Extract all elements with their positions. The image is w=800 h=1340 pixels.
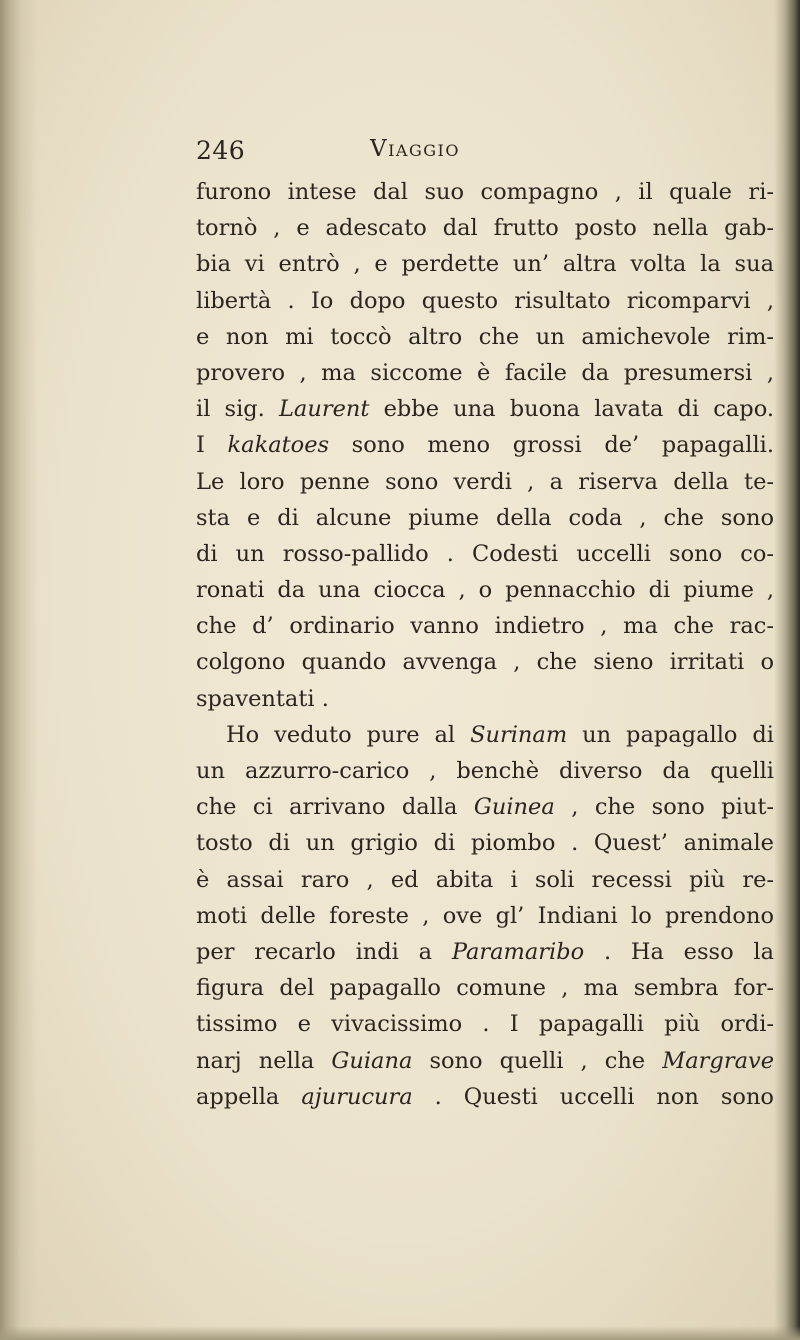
text-line: bia vi entrò , e perdette un’ altra volta la sua [196, 251, 774, 278]
body-text [196, 174, 774, 1115]
text-fragment: un papagallo di [567, 721, 774, 748]
text-fragment: sono meno grossi de’ papagalli. [329, 432, 774, 459]
text-line [196, 717, 774, 753]
text-fragment: . Questi uccelli non sono [412, 1083, 774, 1110]
italic-term: Paramaribo [451, 938, 585, 965]
text-line [196, 934, 774, 970]
text-line [196, 1043, 774, 1079]
text-fragment: I [196, 432, 228, 459]
text-line: figura del papagallo comune , ma sembra for- [196, 975, 774, 1002]
page-bottom-shadow [0, 1326, 800, 1340]
text-line: furono intese dal suo compagno , il quale ri- [196, 179, 774, 205]
text-fragment: sono quelli , che [412, 1047, 663, 1074]
text-line [196, 391, 774, 427]
page-edge-shadow [774, 0, 800, 1340]
text-fragment: che ci arrivano dalla [196, 794, 474, 821]
text-line: tissimo e vivacissimo . I papagalli più ordi- [196, 1011, 774, 1038]
text-line: libertà . Io dopo questo risultato ricomparvi , [196, 287, 774, 314]
text-line: tornò , e adescato dal frutto posto nella gab- [196, 215, 774, 242]
text-fragment: Ho veduto pure al [226, 721, 471, 748]
italic-term: ajurucura [301, 1083, 413, 1110]
text-line [196, 789, 774, 825]
text-line: tosto di un grigio di piombo . Quest’ animale [196, 830, 774, 857]
text-line: un azzurro-carico , benchè diverso da quelli [196, 758, 774, 784]
running-title: Viaggio [370, 136, 460, 162]
text-fragment: narj nella [196, 1047, 332, 1074]
text-line: e non mi toccò altro che un amichevole rim- [196, 323, 774, 350]
text-line: di un rosso-pallido . Codesti uccelli sono co- [196, 540, 774, 567]
text-line [196, 427, 774, 463]
text-line: provero , ma siccome è facile da presumersi , [196, 359, 774, 386]
page-header [196, 136, 736, 172]
italic-term: kakatoes [227, 432, 330, 459]
italic-term: Laurent [278, 396, 370, 423]
text-line: è assai raro , ed abita i soli recessi più re- [196, 866, 774, 893]
text-fragment: il sig. [196, 396, 279, 423]
italic-term: Surinam [470, 721, 568, 748]
text-line: moti delle foreste , ove gl’ Indiani lo prendono [196, 902, 774, 929]
text-fragment: . Ha esso la [584, 938, 774, 965]
text-fragment: appella [196, 1083, 302, 1110]
text-fragment: ebbe una buona lavata di capo. [369, 396, 774, 423]
text-line: che d’ ordinario vanno indietro , ma che rac- [196, 613, 774, 640]
text-line: sta e di alcune piume della coda , che sono [196, 504, 774, 531]
text-line [196, 1079, 774, 1115]
italic-term: Guiana [331, 1047, 413, 1074]
text-fragment: per recarlo indi a [196, 938, 452, 965]
text-line: spaventati . [196, 685, 329, 712]
italic-term: Margrave [662, 1047, 774, 1074]
text-fragment: , che sono piut- [554, 794, 774, 821]
text-line: ronati da una ciocca , o pennacchio di piume , [196, 577, 774, 604]
text-line: Le loro penne sono verdi , a riserva della te- [196, 468, 774, 495]
text-line: colgono quando avvenga , che sieno irritati o [196, 649, 774, 676]
italic-term: Guinea [473, 794, 555, 821]
page-number: 246 [196, 136, 246, 165]
page-gutter-shadow [0, 0, 38, 1340]
